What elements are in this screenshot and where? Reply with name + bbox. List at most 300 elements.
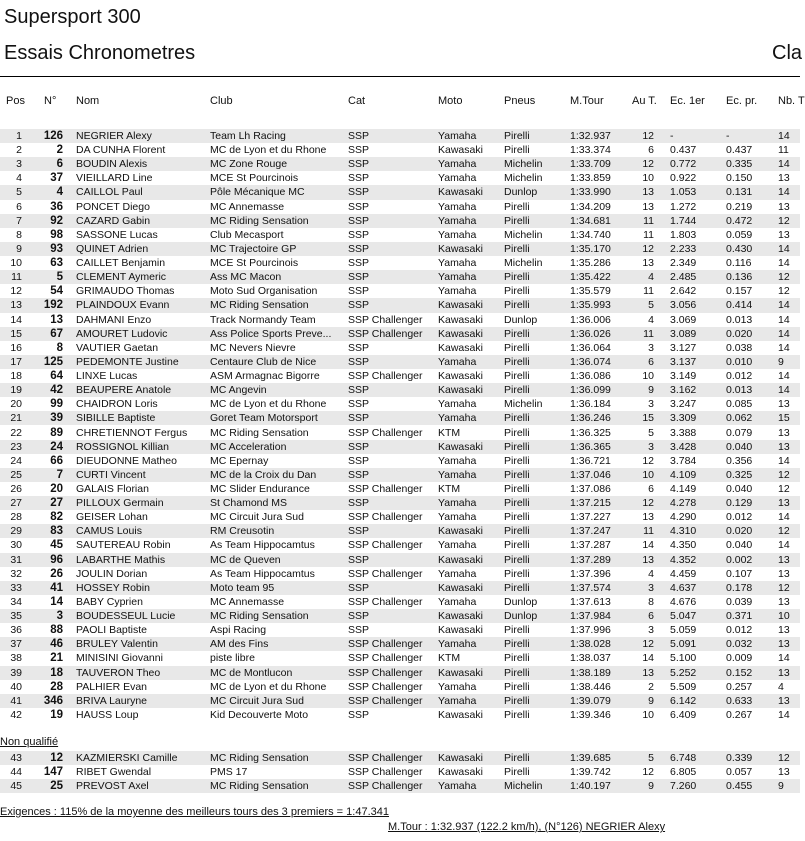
cell-nb: 13 bbox=[778, 440, 790, 453]
cell-num: 2 bbox=[56, 144, 63, 157]
cell-moto: Yamaha bbox=[438, 595, 477, 608]
cell-ec1: 1.053 bbox=[670, 186, 697, 199]
cell-tour: 1:35.286 bbox=[570, 257, 611, 270]
cell-moto: Kawasaki bbox=[438, 553, 483, 566]
table-row bbox=[0, 284, 800, 298]
cell-tour: 1:36.026 bbox=[570, 327, 611, 340]
cell-nb: 15 bbox=[778, 412, 790, 425]
cell-pneus: Pirelli bbox=[504, 483, 530, 495]
cell-ecp: 0.079 bbox=[726, 426, 753, 439]
cell-nb: 12 bbox=[778, 271, 790, 284]
cell-cat: SSP Challenger bbox=[348, 652, 423, 665]
cell-pneus: Pirelli bbox=[504, 652, 530, 665]
cell-num: 37 bbox=[50, 172, 63, 185]
cell-num: 14 bbox=[50, 595, 63, 608]
cell-club: Team Lh Racing bbox=[210, 130, 286, 142]
cell-name: BOUDIN Alexis bbox=[76, 158, 148, 171]
cell-pos: 35 bbox=[10, 610, 22, 623]
cell-cat: SSP bbox=[348, 186, 370, 199]
cell-pneus: Pirelli bbox=[504, 638, 530, 651]
cell-laps: 9 bbox=[648, 694, 654, 707]
page-subtitle: Essais Chronometres bbox=[4, 42, 196, 64]
table-row bbox=[0, 623, 800, 637]
cell-pos: 32 bbox=[10, 567, 22, 580]
cell-num: 98 bbox=[50, 228, 63, 241]
cell-club: MC Acceleration bbox=[210, 440, 287, 453]
cell-nb: 13 bbox=[778, 567, 790, 580]
cell-cat: SSP bbox=[348, 200, 370, 213]
cell-cat: SSP bbox=[348, 257, 370, 270]
cell-ec1: 1.744 bbox=[670, 214, 697, 227]
cell-cat: SSP Challenger bbox=[348, 595, 423, 608]
cell-ec1: 2.233 bbox=[670, 242, 697, 255]
cell-ec1: 6.142 bbox=[670, 694, 697, 707]
cell-laps: 13 bbox=[642, 200, 654, 213]
cell-ec1: 3.428 bbox=[670, 440, 697, 453]
cell-ecp: 0.129 bbox=[726, 497, 753, 510]
cell-pneus: Pirelli bbox=[504, 624, 530, 637]
cell-num: 28 bbox=[50, 680, 63, 693]
cell-name: GALAIS Florian bbox=[76, 483, 149, 495]
table-row bbox=[0, 595, 800, 609]
cell-name: PEDEMONTE Justine bbox=[76, 355, 179, 368]
cell-laps: 5 bbox=[648, 752, 654, 764]
cell-nb: 14 bbox=[778, 708, 790, 721]
cell-nb: 13 bbox=[778, 426, 790, 439]
cell-cat: SSP bbox=[348, 384, 370, 397]
cell-laps: 13 bbox=[642, 257, 654, 270]
cell-club: MC de Queven bbox=[210, 553, 281, 566]
cell-pos: 42 bbox=[10, 708, 22, 721]
cell-club: MC Slider Endurance bbox=[210, 483, 310, 495]
cell-name: LINXE Lucas bbox=[76, 370, 138, 383]
cell-club: Kid Decouverte Moto bbox=[210, 708, 309, 721]
cell-tour: 1:39.685 bbox=[570, 752, 611, 764]
cell-laps: 12 bbox=[642, 454, 654, 467]
cell-cat: SSP Challenger bbox=[348, 780, 423, 793]
table-row bbox=[0, 383, 800, 397]
cell-pneus: Pirelli bbox=[504, 525, 530, 538]
cell-ecp: 0.157 bbox=[726, 285, 753, 298]
cell-pos: 28 bbox=[10, 511, 22, 524]
cell-num: 18 bbox=[50, 666, 63, 679]
table-header bbox=[0, 95, 805, 111]
cell-ecp: 0.371 bbox=[726, 610, 753, 623]
cell-tour: 1:35.579 bbox=[570, 285, 611, 298]
cell-nb: 14 bbox=[778, 341, 790, 354]
cell-nb: 11 bbox=[778, 144, 789, 157]
cell-tour: 1:36.074 bbox=[570, 355, 611, 368]
cell-nb: 12 bbox=[778, 752, 790, 764]
cell-moto: Kawasaki bbox=[438, 581, 483, 594]
cell-name: AMOURET Ludovic bbox=[76, 327, 168, 340]
cell-pos: 10 bbox=[10, 257, 22, 270]
cell-ecp: 0.062 bbox=[726, 412, 753, 425]
cell-tour: 1:39.742 bbox=[570, 766, 611, 779]
cell-nb: 14 bbox=[778, 299, 790, 312]
cell-pos: 18 bbox=[10, 370, 22, 383]
cell-moto: Kawasaki bbox=[438, 624, 483, 637]
cell-num: 67 bbox=[50, 327, 63, 340]
cell-pneus: Pirelli bbox=[504, 214, 530, 227]
cell-laps: 15 bbox=[642, 412, 654, 425]
cell-cat: SSP Challenger bbox=[348, 539, 423, 552]
cell-moto: Yamaha bbox=[438, 638, 477, 651]
cell-pneus: Pirelli bbox=[504, 242, 530, 255]
cell-name: SASSONE Lucas bbox=[76, 228, 158, 241]
cell-num: 39 bbox=[50, 412, 63, 425]
cell-cat: SSP Challenger bbox=[348, 426, 423, 439]
cell-moto: Yamaha bbox=[438, 257, 477, 270]
cell-tour: 1:33.990 bbox=[570, 186, 611, 199]
cell-name: ROSSIGNOL Killian bbox=[76, 440, 169, 453]
cell-num: 46 bbox=[50, 638, 63, 651]
cell-laps: 12 bbox=[642, 638, 654, 651]
table-row bbox=[0, 440, 800, 454]
cell-club: MC Epernay bbox=[210, 454, 269, 467]
cell-nb: 14 bbox=[778, 242, 790, 255]
cell-name: VIEILLARD Line bbox=[76, 172, 153, 185]
cell-name: TAUVERON Theo bbox=[76, 666, 161, 679]
table-row bbox=[0, 369, 800, 383]
cell-ec1: 0.772 bbox=[670, 158, 697, 171]
cell-club: Ass Police Sports Preve... bbox=[210, 327, 332, 340]
cell-name: CHRETIENNOT Fergus bbox=[76, 426, 188, 439]
cell-pneus: Pirelli bbox=[504, 412, 530, 425]
cell-pneus: Pirelli bbox=[504, 370, 530, 383]
cell-pos: 40 bbox=[10, 680, 22, 693]
cell-name: GEISER Lohan bbox=[76, 511, 148, 524]
cell-ec1: 6.409 bbox=[670, 708, 697, 721]
cell-laps: 6 bbox=[648, 355, 654, 368]
cell-moto: Kawasaki bbox=[438, 752, 483, 764]
cell-laps: 10 bbox=[642, 370, 654, 383]
cell-moto: Kawasaki bbox=[438, 766, 483, 779]
col-header-ecp: Ec. pr. bbox=[726, 95, 758, 107]
cell-ecp: 0.136 bbox=[726, 271, 753, 284]
cell-tour: 1:36.006 bbox=[570, 313, 611, 326]
cell-laps: 6 bbox=[648, 483, 654, 495]
cell-club: MC de la Croix du Dan bbox=[210, 468, 317, 481]
cell-name: PAOLI Baptiste bbox=[76, 624, 148, 637]
cell-laps: 10 bbox=[642, 172, 654, 185]
cell-ec1: 4.459 bbox=[670, 567, 697, 580]
cell-num: 26 bbox=[50, 567, 63, 580]
cell-ecp: 0.059 bbox=[726, 228, 753, 241]
cell-ec1: 1.272 bbox=[670, 200, 697, 213]
cell-pos: 16 bbox=[10, 341, 22, 354]
cell-moto: Kawasaki bbox=[438, 370, 483, 383]
cell-moto: Kawasaki bbox=[438, 610, 483, 623]
table-row bbox=[0, 694, 800, 708]
cell-name: NEGRIER Alexy bbox=[76, 130, 152, 142]
cell-nb: 14 bbox=[778, 454, 790, 467]
cell-tour: 1:37.574 bbox=[570, 581, 611, 594]
cell-nb: 13 bbox=[778, 172, 790, 185]
cell-ec1: 3.069 bbox=[670, 313, 697, 326]
cell-pos: 26 bbox=[10, 483, 22, 495]
cell-num: 13 bbox=[50, 313, 63, 326]
table-row bbox=[0, 609, 800, 623]
cell-ecp: 0.131 bbox=[726, 186, 753, 199]
cell-nb: 9 bbox=[778, 355, 784, 368]
cell-cat: SSP bbox=[348, 553, 370, 566]
cell-cat: SSP Challenger bbox=[348, 766, 423, 779]
cell-cat: SSP bbox=[348, 144, 370, 157]
cell-ecp: 0.633 bbox=[726, 694, 753, 707]
table-row bbox=[0, 666, 800, 680]
cell-tour: 1:38.028 bbox=[570, 638, 611, 651]
cell-club: MC Riding Sensation bbox=[210, 214, 309, 227]
cell-ec1: 3.089 bbox=[670, 327, 697, 340]
cell-moto: Yamaha bbox=[438, 130, 477, 142]
cell-tour: 1:34.209 bbox=[570, 200, 611, 213]
cell-moto: Yamaha bbox=[438, 355, 477, 368]
cell-pos: 11 bbox=[11, 271, 22, 284]
cell-cat: SSP bbox=[348, 624, 370, 637]
cell-ec1: 4.149 bbox=[670, 483, 697, 495]
cell-cat: SSP bbox=[348, 285, 370, 298]
cell-club: MC de Montlucon bbox=[210, 666, 293, 679]
cell-club: Club Mecasport bbox=[210, 228, 284, 241]
cell-pneus: Pirelli bbox=[504, 299, 530, 312]
cell-nb: 12 bbox=[778, 214, 790, 227]
cell-num: 8 bbox=[56, 341, 63, 354]
cell-ec1: 2.349 bbox=[670, 257, 697, 270]
cell-pneus: Dunlop bbox=[504, 595, 538, 608]
cell-nb: 13 bbox=[778, 228, 790, 241]
cell-ec1: 3.247 bbox=[670, 398, 697, 411]
cell-tour: 1:38.037 bbox=[570, 652, 611, 665]
cell-moto: Kawasaki bbox=[438, 384, 483, 397]
cell-club: MCE St Pourcinois bbox=[210, 257, 299, 270]
cell-tour: 1:32.937 bbox=[570, 130, 611, 142]
cell-num: 83 bbox=[50, 525, 63, 538]
cell-pos: 34 bbox=[10, 595, 22, 608]
cell-tour: 1:37.247 bbox=[570, 525, 611, 538]
cell-name: CAMUS Louis bbox=[76, 525, 142, 538]
cell-ecp: 0.012 bbox=[726, 511, 753, 524]
table-row bbox=[0, 411, 800, 425]
cell-ec1: 3.309 bbox=[670, 412, 697, 425]
cell-pos: 37 bbox=[10, 638, 22, 651]
cell-moto: Yamaha bbox=[438, 214, 477, 227]
cell-pneus: Michelin bbox=[504, 398, 543, 411]
cell-pos: 30 bbox=[10, 539, 22, 552]
table-row bbox=[0, 129, 800, 143]
cell-name: CHAIDRON Loris bbox=[76, 398, 158, 411]
cell-cat: SSP bbox=[348, 271, 370, 284]
cell-name: PONCET Diego bbox=[76, 200, 150, 213]
table-row bbox=[0, 482, 800, 496]
cell-nb: 13 bbox=[778, 694, 790, 707]
cell-moto: Yamaha bbox=[438, 172, 477, 185]
cell-tour: 1:36.721 bbox=[570, 454, 611, 467]
cell-laps: 5 bbox=[648, 426, 654, 439]
table-row bbox=[0, 355, 800, 369]
cell-club: Moto team 95 bbox=[210, 581, 275, 594]
cell-cat: SSP bbox=[348, 497, 370, 510]
cell-tour: 1:35.170 bbox=[570, 242, 611, 255]
cell-tour: 1:37.227 bbox=[570, 511, 611, 524]
cell-num: 6 bbox=[56, 158, 63, 171]
cell-laps: 3 bbox=[648, 341, 654, 354]
non-qualified-label: Non qualifié bbox=[0, 736, 59, 748]
cell-num: 96 bbox=[50, 553, 63, 566]
cell-pos: 29 bbox=[10, 525, 22, 538]
table-row bbox=[0, 779, 800, 793]
cell-cat: SSP Challenger bbox=[348, 694, 423, 707]
cell-name: CAZARD Gabin bbox=[76, 214, 151, 227]
cell-laps: 14 bbox=[642, 652, 654, 665]
cell-tour: 1:37.215 bbox=[570, 497, 611, 510]
cell-ecp: 0.032 bbox=[726, 638, 753, 651]
cell-nb: 12 bbox=[778, 581, 790, 594]
cell-laps: 3 bbox=[648, 624, 654, 637]
cell-ec1: 4.310 bbox=[670, 525, 697, 538]
cell-ecp: 0.219 bbox=[726, 200, 753, 213]
cell-ec1: 6.805 bbox=[670, 766, 697, 779]
cell-laps: 13 bbox=[642, 511, 654, 524]
cell-pneus: Pirelli bbox=[504, 666, 530, 679]
cell-nb: 13 bbox=[778, 624, 790, 637]
cell-moto: Yamaha bbox=[438, 680, 477, 693]
cell-pneus: Pirelli bbox=[504, 454, 530, 467]
col-header-num: N° bbox=[44, 95, 57, 107]
cell-nb: 14 bbox=[778, 327, 790, 340]
cell-ec1: 5.252 bbox=[670, 666, 697, 679]
cell-cat: SSP bbox=[348, 610, 370, 623]
cell-ecp: 0.038 bbox=[726, 341, 753, 354]
cell-moto: Yamaha bbox=[438, 567, 477, 580]
cell-num: 147 bbox=[43, 766, 63, 779]
cell-club: MC Riding Sensation bbox=[210, 780, 309, 793]
cell-moto: Yamaha bbox=[438, 694, 477, 707]
cell-num: 4 bbox=[56, 186, 63, 199]
cell-pos: 39 bbox=[10, 666, 22, 679]
cell-num: 7 bbox=[56, 468, 63, 481]
cell-cat: SSP Challenger bbox=[348, 511, 423, 524]
cell-name: BRULEY Valentin bbox=[76, 638, 158, 651]
cell-pneus: Pirelli bbox=[504, 766, 530, 779]
cell-nb: 13 bbox=[778, 398, 790, 411]
header-divider bbox=[0, 76, 800, 77]
cell-nb: 9 bbox=[778, 780, 784, 793]
cell-laps: 12 bbox=[642, 158, 654, 171]
cell-cat: SSP bbox=[348, 398, 370, 411]
cell-tour: 1:34.740 bbox=[570, 228, 611, 241]
cell-laps: 5 bbox=[648, 299, 654, 312]
cell-laps: 3 bbox=[648, 398, 654, 411]
cell-tour: 1:36.365 bbox=[570, 440, 611, 453]
cell-tour: 1:37.287 bbox=[570, 539, 611, 552]
cell-name: GRIMAUDO Thomas bbox=[76, 285, 175, 298]
cell-name: SIBILLE Baptiste bbox=[76, 412, 156, 425]
cell-num: 92 bbox=[50, 214, 63, 227]
cell-name: HAUSS Loup bbox=[76, 708, 139, 721]
cell-nb: 13 bbox=[778, 497, 790, 510]
cell-club: MC Riding Sensation bbox=[210, 752, 309, 764]
cell-cat: SSP bbox=[348, 242, 370, 255]
cell-num: 82 bbox=[50, 511, 63, 524]
cell-ecp: 0.178 bbox=[726, 581, 753, 594]
cell-num: 25 bbox=[50, 780, 63, 793]
cell-club: Centaure Club de Nice bbox=[210, 355, 317, 368]
table-row bbox=[0, 567, 800, 581]
cell-ec1: - bbox=[670, 130, 674, 142]
cell-ec1: 3.149 bbox=[670, 370, 697, 383]
cell-club: MC Circuit Jura Sud bbox=[210, 511, 304, 524]
cell-pos: 2 bbox=[16, 144, 22, 157]
cell-moto: KTM bbox=[438, 652, 461, 665]
cell-laps: 12 bbox=[642, 497, 654, 510]
cell-laps: 11 bbox=[643, 285, 654, 298]
cell-num: 19 bbox=[50, 708, 63, 721]
cell-moto: Kawasaki bbox=[438, 440, 483, 453]
cell-tour: 1:36.086 bbox=[570, 370, 611, 383]
cell-pneus: Pirelli bbox=[504, 440, 530, 453]
cell-name: DIEUDONNE Matheo bbox=[76, 454, 177, 467]
cell-pneus: Pirelli bbox=[504, 539, 530, 552]
cell-moto: Yamaha bbox=[438, 412, 477, 425]
cell-cat: SSP Challenger bbox=[348, 666, 423, 679]
cell-ecp: 0.116 bbox=[726, 257, 752, 270]
cell-name: KAZMIERSKI Camille bbox=[76, 752, 178, 764]
cell-cat: SSP Challenger bbox=[348, 327, 423, 340]
cell-nb: 12 bbox=[778, 468, 790, 481]
cell-tour: 1:37.086 bbox=[570, 483, 611, 495]
cell-pos: 22 bbox=[10, 426, 22, 439]
cell-pos: 25 bbox=[10, 468, 22, 481]
col-header-pneus: Pneus bbox=[504, 95, 536, 107]
cell-num: 36 bbox=[50, 200, 63, 213]
cell-name: PALHIER Evan bbox=[76, 680, 148, 693]
table-row bbox=[0, 397, 800, 411]
cell-pneus: Michelin bbox=[504, 780, 543, 793]
cell-pneus: Pirelli bbox=[504, 511, 530, 524]
cell-cat: SSP bbox=[348, 708, 370, 721]
table-row bbox=[0, 538, 800, 552]
cell-club: Aspi Racing bbox=[210, 624, 267, 637]
cell-pneus: Pirelli bbox=[504, 708, 530, 721]
cell-pos: 13 bbox=[10, 299, 22, 312]
cell-club: PMS 17 bbox=[210, 766, 248, 779]
cell-cat: SSP Challenger bbox=[348, 567, 423, 580]
cell-ecp: 0.009 bbox=[726, 652, 753, 665]
cell-nb: 12 bbox=[778, 483, 790, 495]
cell-nb: 14 bbox=[778, 313, 790, 326]
cell-laps: 12 bbox=[642, 242, 654, 255]
table-row bbox=[0, 651, 800, 665]
table-row bbox=[0, 708, 800, 722]
cell-pneus: Dunlop bbox=[504, 610, 538, 623]
cell-moto: Yamaha bbox=[438, 539, 477, 552]
cell-moto: Yamaha bbox=[438, 468, 477, 481]
cell-pneus: Pirelli bbox=[504, 355, 530, 368]
cell-club: Ass MC Macon bbox=[210, 271, 282, 284]
cell-ec1: 4.109 bbox=[670, 468, 697, 481]
table-row bbox=[0, 157, 800, 171]
cell-name: CAILLOL Paul bbox=[76, 186, 143, 199]
cell-laps: 11 bbox=[643, 228, 654, 241]
cell-num: 346 bbox=[43, 694, 63, 707]
cell-tour: 1:37.984 bbox=[570, 610, 611, 623]
cell-ec1: 3.056 bbox=[670, 299, 697, 312]
cell-moto: Kawasaki bbox=[438, 299, 483, 312]
cell-ecp: 0.040 bbox=[726, 539, 753, 552]
cell-nb: 13 bbox=[778, 766, 790, 779]
cell-pneus: Pirelli bbox=[504, 581, 530, 594]
